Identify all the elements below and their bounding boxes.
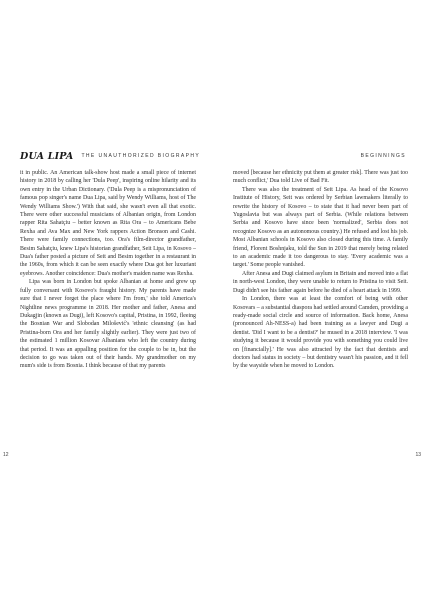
paragraph: After Anesa and Dugi claimed asylum in Britain and moved into a flat in north-west London, they were unable to return to Pristina to visit Seit. Dugi didn't see his father again before he died of a heart attack in 1999. bbox=[233, 270, 408, 294]
running-head-left bbox=[20, 148, 200, 164]
page-number-left: 12 bbox=[3, 452, 9, 458]
paragraph: it in public. An American talk-show host made a small piece of internet history in 2018 by calling her 'Dula Peep', inspiring online hilarity and its own entry in the Urban Dictionary. ('Dula Peep is a mispronunciation of famous pop singer's name Dua Lipa, said by Wendy Williams, host of The Wendy Williams Show.') With that said, she wasn't even all that exotic. There were other successful musicians of Albanian origin, from London rapper Rita Sahatçiu – better known as Rita Ora – to Americans Bebe Rexha and Ava Max and New York rappers Action Bronson and Cashi. There were family connections, too. Ora's film-director grandfather, Besim Sahatçiu, knew Lipa's historian grandfather, Seit Lipa, in Kosovo – Dua's father posted a picture of Seit and Besim together in a restaurant in the 1960s, from which it can be seen exactly where Dua got her luxuriant eyebrows. Another coincidence: Dua's mother's maiden name was Rexha. bbox=[20, 170, 196, 277]
paragraph: moved [because her ethnicity put them at greater risk]. There was just too much conflict,' Dua told Live of Bad Fit. bbox=[233, 170, 408, 185]
paragraph: Lipa was born in London but spoke Albanian at home and grew up fully conversant with Kosovo's fraught history. My parents have made sure that I never forget the place where I'm from,' she told America's Nightline news programme in 2018. Her mother and father, Anesa and Dukagjin (known as Dugi), left Kosovo's capital, Pristina, in 1992, fleeing the Bosnian War and Slobodan Milošević's 'ethnic cleansing' (as had Pristina-born Ora and her family slightly earlier). They were just two of the estimated 1 million Kosovar Albanians who left the country during that period. It was an appalling position for the couple to be in, but the decision to go was taken out of their hands. My grandmother on my mum's side is from Bosnia. I think because of that my parents bbox=[20, 279, 196, 370]
right-body-text bbox=[233, 169, 408, 371]
left-body-text bbox=[20, 169, 196, 371]
paragraph: There was also the treatment of Seit Lipa. As head of the Kosovo Institute of History, Seit was ordered by Serbian lawmakers literally to rewrite the history of Kosovo – to state that it had never been part of Yugoslavia but was always part of Serbia. (While relations between Serbia and Kosovo have since been 'normalized', Serbia does not recognize Kosovo as an autonomous country.) He refused and lost his job. Most Albanian schools in Kosovo also closed during this time. A family friend, Florent Boshnjaku, told the Sun in 2019 that merely being related to an academic made it too dangerous to stay. 'Every academic was a target.' Some people vanished. bbox=[233, 186, 408, 269]
running-head-right bbox=[212, 148, 424, 164]
paragraph: In London, there was at least the comfort of being with other Kosovars – a substantial diaspora had settled around Camden, providing a ready-made social circle and source of information. Back home, Anesa (pronounced Ah-NESS-a) had been training as a lawyer and Dugi a dentist. 'Did I want to be a dentist?' he mused in a 2018 interview. 'I was studying it because it would provide you with something you could live on [financially].' He was also attracted by the fact that dentists and doctors had status in society – but dentistry wasn't his passion, and it fell by the wayside when he moved to London. bbox=[233, 296, 408, 370]
running-head-chapter: BEGINNINGS bbox=[360, 153, 406, 159]
right-page bbox=[212, 0, 424, 600]
page-number-right: 13 bbox=[415, 452, 421, 458]
dua-lipa-logo: DUA LIPA bbox=[20, 150, 74, 162]
running-head-title: THE UNAUTHORIZED BIOGRAPHY bbox=[81, 153, 201, 159]
